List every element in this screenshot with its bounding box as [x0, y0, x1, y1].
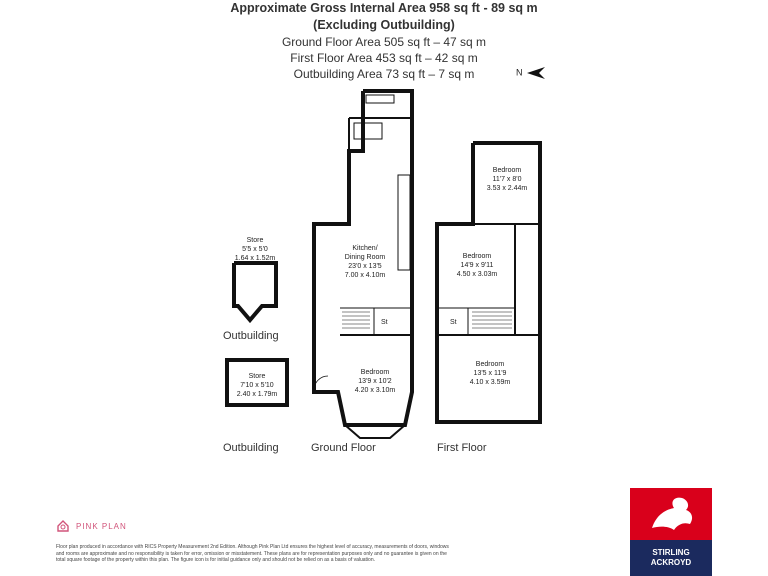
room-store-1: Store 5'5 x 5'0 1.64 x 1.52m [234, 237, 276, 262]
disclaimer-text: Floor plan produced in accordance with RICS Property Measurement 2nd Edition. Although Pink Plan Ltd ensures the highest level of accuracy, measurements of doors, windows and rooms are approximate and no responsibility is taken for error, omission or misstatement. These plans are for representation purposes only and no guarantee is given on the total square footage of the property within this plan. The figure icon is for initial guidance only and should not be relied on as a basis of valuation. [56, 544, 449, 563]
pink-plan-logo-icon [56, 519, 70, 533]
ground-floor-label: Ground Floor [311, 442, 376, 454]
room-kitchen-dining: Kitchen/ Dining Room 23'0 x 13'5 7.00 x 4.10m [344, 245, 386, 279]
first-floor-area: First Floor Area 453 sq ft – 42 sq m [290, 51, 478, 65]
room-bedroom-top: Bedroom 11'7 x 8'0 3.53 x 2.44m [486, 167, 528, 192]
room-ground-bedroom: Bedroom 13'9 x 10'2 4.20 x 3.10m [354, 369, 396, 394]
outbuilding-store-1-walls [234, 263, 276, 320]
griffin-icon [630, 488, 712, 540]
outbuilding-label-1: Outbuilding [223, 330, 279, 342]
room-store-2: Store 7'10 x 5'10 2.40 x 1.79m [236, 373, 278, 398]
logo-wordmark [630, 540, 712, 576]
excluding-outbuilding-note: (Excluding Outbuilding) [313, 18, 455, 32]
gross-area-title: Approximate Gross Internal Area 958 sq ft - 89 sq m [230, 1, 538, 15]
store-label-first: St [450, 319, 457, 326]
store-label-ground: St [381, 319, 388, 326]
ground-floor-area: Ground Floor Area 505 sq ft – 47 sq m [281, 35, 487, 49]
outbuilding-label-2: Outbuilding [223, 442, 279, 454]
outbuilding-area: Outbuilding Area 73 sq ft – 7 sq m [293, 67, 475, 81]
room-bedroom-bottom: Bedroom 13'5 x 11'9 4.10 x 3.59m [469, 361, 511, 386]
pink-plan-brand [56, 519, 127, 533]
logo-emblem [630, 488, 712, 540]
room-bedroom-middle: Bedroom 14'9 x 9'11 4.50 x 3.03m [456, 253, 498, 278]
stirling-ackroyd-logo [630, 488, 712, 576]
logo-line-2: ACKROYD [650, 558, 692, 567]
first-floor-label: First Floor [437, 442, 487, 454]
north-label: N [516, 67, 523, 78]
pink-plan-name: PINK PLAN [76, 521, 127, 531]
logo-line-1: STIRLING [652, 548, 690, 557]
